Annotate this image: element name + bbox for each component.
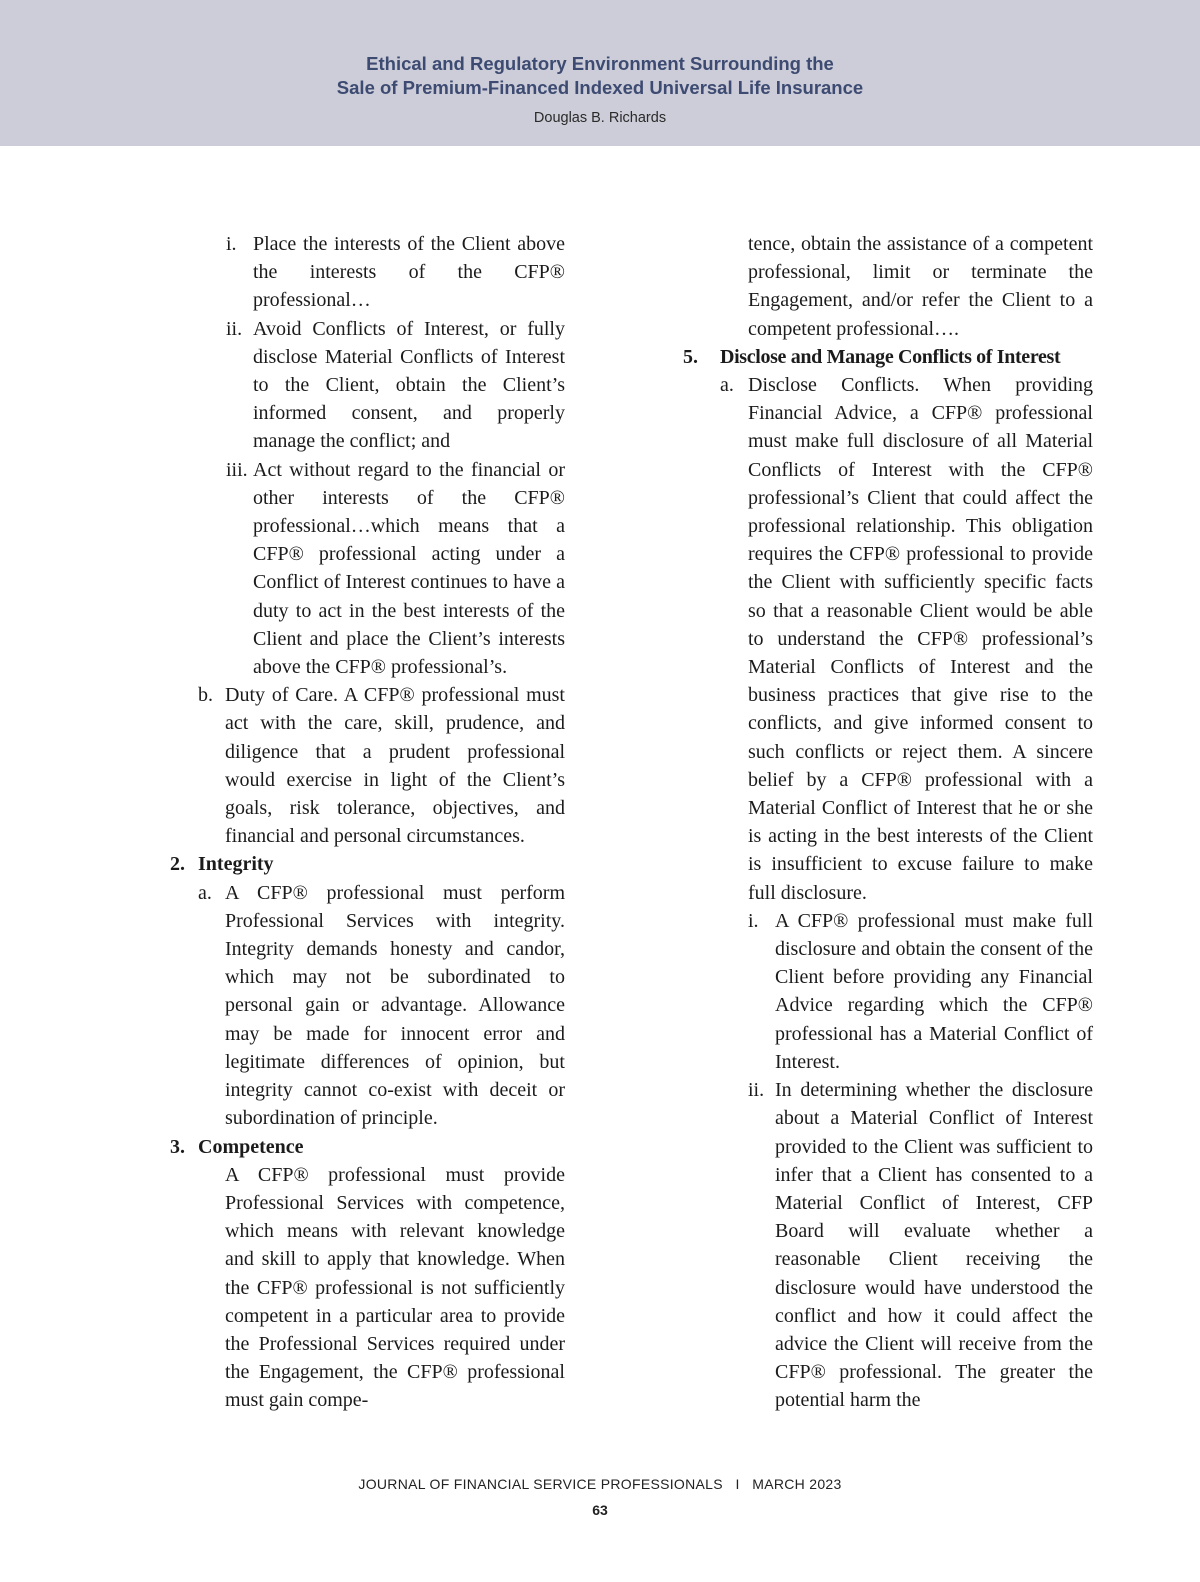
- list-marker: iii.: [226, 458, 248, 481]
- list-item-1a-iii: [170, 456, 565, 682]
- article-author: Douglas B. Richards: [533, 110, 667, 126]
- list-item-text: Duty of Care. A CFP® professional must act with the care, skill, prudence, and diligence that a prudent professional would exercise in light of the Client’s goals, risk tolerance, objectives, and financial and personal circumstances.: [225, 684, 565, 848]
- list-item-1a-i: [170, 230, 565, 315]
- journal-footer: JOURNAL OF FINANCIAL SERVICE PROFESSIONALS I MARCH 2023: [358, 1476, 842, 1492]
- section-number: 5.: [683, 345, 698, 368]
- section-heading-competence: [170, 1133, 565, 1161]
- list-marker: ii.: [226, 317, 243, 340]
- list-marker: i.: [226, 233, 237, 255]
- list-item-text: Act without regard to the financial or other interests of the CFP® professional…which means that a CFP® professional acting under a Conflict of Interest continues to have a duty to act in the best interests of the Client and place the Client’s interests above the CFP® professional’s.: [253, 458, 565, 679]
- section-heading-integrity: [170, 850, 565, 878]
- right-column: [683, 230, 1093, 1415]
- section-number: 3.: [170, 1135, 185, 1158]
- paragraph-text: tence, obtain the assistance of a competent professional, limit or terminate the Engagement, and/or refer the Client to a competent professional….: [748, 233, 1093, 340]
- list-item-1b: [170, 681, 565, 850]
- list-item-5a-i: [683, 907, 1093, 1076]
- article-title-line-1: Ethical and Regulatory Environment Surrounding the: [366, 53, 834, 74]
- list-marker: a.: [720, 374, 734, 397]
- list-item-1a-ii: [170, 315, 565, 456]
- list-marker: i.: [748, 909, 759, 932]
- list-item-text: In determining whether the disclosure about a Material Conflict of Interest provided to the Client was sufficient to infer that a Client has consented to a Material Conflict of Interest, CFP Board will evaluate whether a reasonable Client receiving the disclosure would have understood the conflict and how it could affect the advice the Client will receive from the CFP® professional. The greater the potential harm the: [775, 1079, 1093, 1412]
- left-column: [170, 230, 565, 1415]
- section-title: Competence: [198, 1135, 304, 1158]
- list-item-2a: [170, 879, 565, 1133]
- list-item-text: A CFP® professional must make full disclosure and obtain the consent of the Client before providing any Financial Advice regarding which the CFP® professional has a Material Conflict of Interest.: [775, 909, 1093, 1073]
- list-item-text: Avoid Conflicts of Interest, or fully disclose Material Conflicts of Interest to the Client, obtain the Client’s informed consent, and properly manage the conflict; and: [253, 317, 565, 453]
- list-item-5a: [683, 371, 1093, 907]
- page-header: [0, 0, 1200, 146]
- section-number: 2.: [170, 853, 185, 876]
- section-title: Disclose and Manage Conflicts of Interest: [720, 345, 1061, 368]
- list-item-text: Place the interests of the Client above the interests of the CFP® professional…: [253, 233, 565, 312]
- list-marker: a.: [198, 881, 212, 904]
- section-heading-conflicts: [683, 343, 1093, 371]
- list-marker: b.: [198, 684, 213, 707]
- list-item-text: Disclose Conflicts. When providing Financial Advice, a CFP® professional must make full disclosure of all Material Conflicts of Interest with the CFP® professional’s Client that could affect the professional relationship. This obligation requires the CFP® professional to provide the Client with sufficiently specific facts so that a reasonable Client would be able to understand the CFP® professional’s Material Conflicts of Interest and the business practices that give rise to the conflicts, and give informed consent to such conflicts or reject them. A sincere belief by a CFP® professional with a Material Conflict of Interest that he or she is acting in the best interests of the Client is insufficient to excuse failure to make full disclosure.: [748, 374, 1093, 904]
- section-3-paragraph: [170, 1161, 565, 1415]
- section-title: Integrity: [198, 853, 274, 876]
- list-item-5a-ii: [683, 1076, 1093, 1414]
- paragraph-text: A CFP® professional must provide Professional Services with competence, which means with relevant knowledge and skill to apply that knowledge. When the CFP® professional is not sufficiently competent in a particular area to provide the Professional Services required under the Engagement, the CFP® professional must gain compe-: [225, 1163, 565, 1412]
- article-title-line-2: Sale of Premium-Financed Indexed Universal Life Insurance: [336, 77, 864, 98]
- page-number: 63: [592, 1502, 608, 1518]
- list-item-text: A CFP® professional must perform Professional Services with integrity. Integrity demands honesty and candor, which may not be subordinated to personal gain or advantage. Allowance may be made for innocent error and legitimate differences of opinion, but integrity cannot co-exist with deceit or subordination of principle.: [225, 881, 565, 1130]
- continued-paragraph: [683, 230, 1093, 343]
- list-marker: ii.: [748, 1079, 765, 1102]
